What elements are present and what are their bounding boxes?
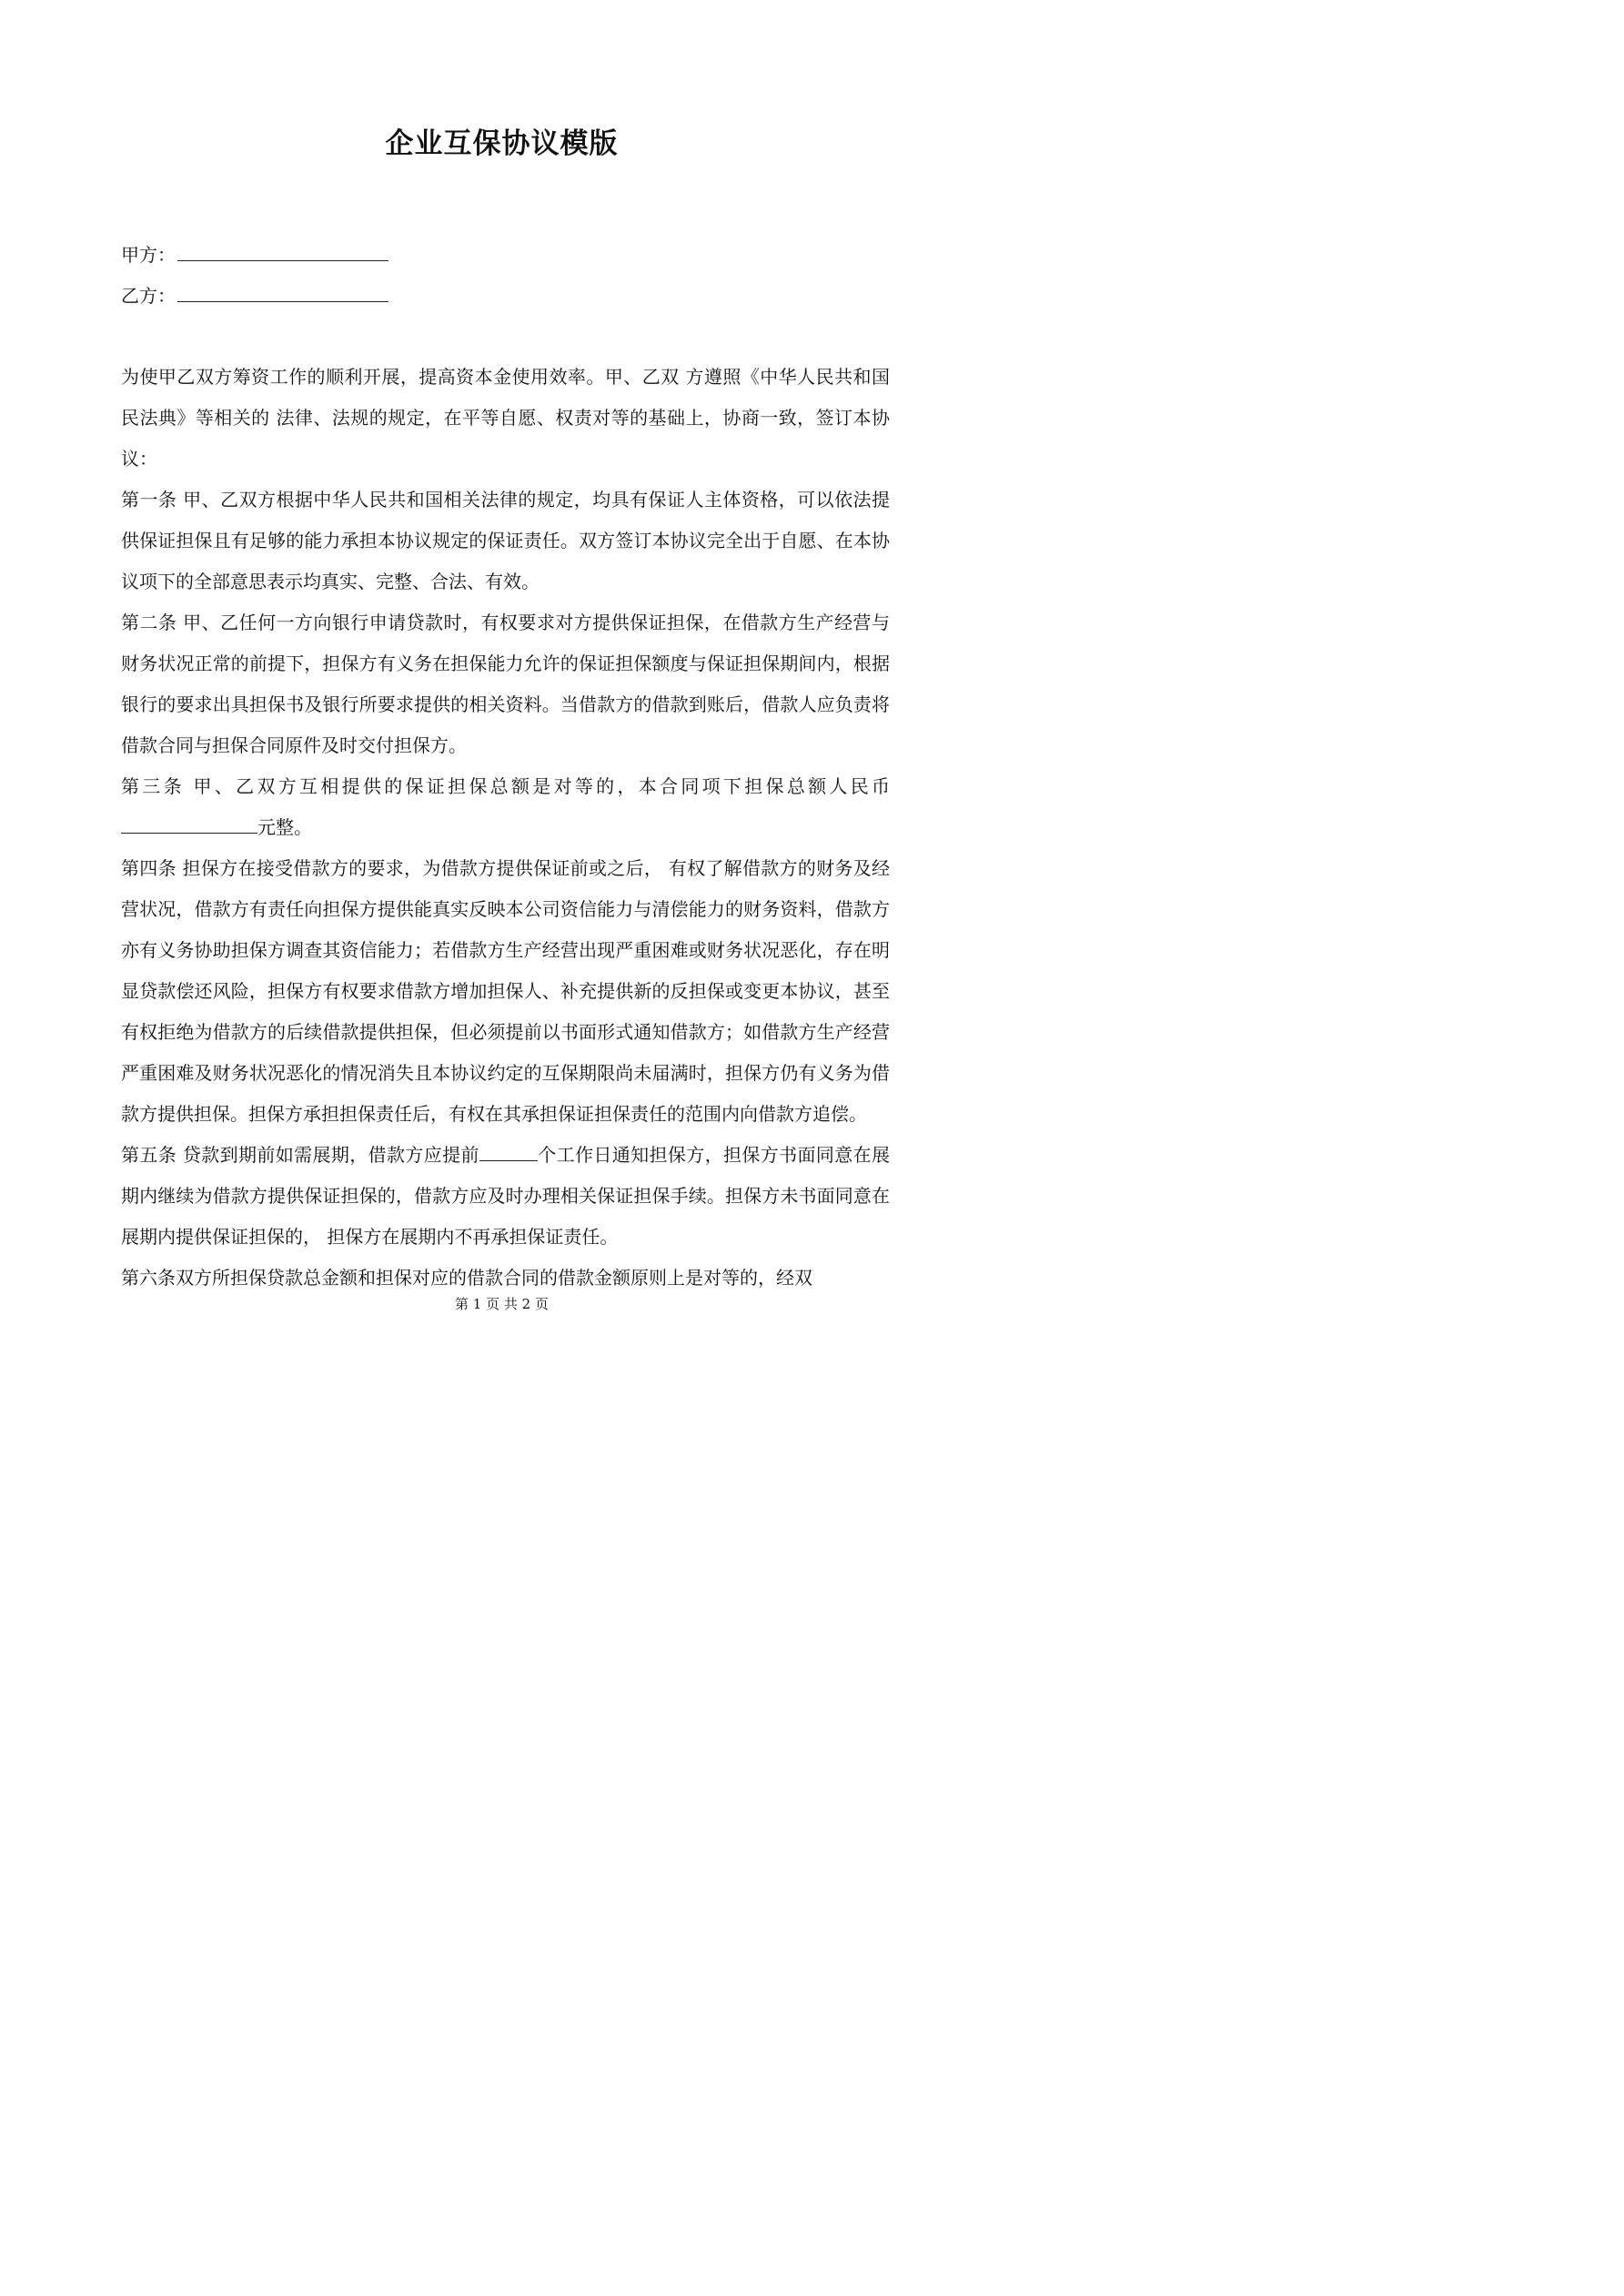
article-3 xyxy=(121,766,890,848)
guarantee-amount-blank xyxy=(121,816,257,834)
agreement-body xyxy=(121,357,890,1299)
article-5-text: 第五条 贷款到期前如需展期，借款方应提前 xyxy=(121,1144,479,1166)
notice-days-blank xyxy=(479,1144,538,1161)
document-page xyxy=(0,0,1004,1420)
article-3-suffix: 元整。 xyxy=(257,816,312,838)
party-a-blank xyxy=(177,244,388,261)
article-4: 第四条 担保方在接受借款方的要求，为借款方提供保证前或之后， 有权了解借款方的财务及经营状况，借款方有责任向担保方提供能真实反映本公司资信能力与清偿能力的财务资料，借款方亦有义务协助担保方调查其资信能力；若借款方生产经营出现严重困难或财务状况恶化，存在明显贷款偿还风险，担保方有权要求借款方增加担保人、补充提供新的反担保或变更本协议，甚至有权拒绝为借款方的后续借款提供担保，但必须提前以书面形式通知借款方；如借款方生产经营严重困难及财务状况恶化的情况消失且本协议约定的互保期限尚未届满时，担保方仍有义务为借款方提供担保。担保方承担担保责任后，有权在其承担保证担保责任的范围内向借款方追偿。 xyxy=(121,857,890,1125)
party-b-blank xyxy=(177,285,388,302)
article-5-suffix: 个工作日通知担保方，担保方书面同意在展期内继续为借款方提供保证担保的，借款方应及时办理相关保证担保手续。担保方未书面同意在展期内提供保证担保的， 担保方在展期内不再承担保证责任。 xyxy=(121,1144,891,1248)
document-title: 企业互保协议模版 xyxy=(385,127,619,160)
party-b-line xyxy=(121,282,388,309)
party-b-label: 乙方： xyxy=(121,285,176,307)
article-6: 第六条双方所担保贷款总金额和担保对应的借款合同的借款金额原则上是对等的，经双 xyxy=(121,1267,812,1289)
article-3-text: 第三条 甲、乙双方互相提供的保证担保总额是对等的，本合同项下担保总额人民币 xyxy=(121,775,890,797)
article-1: 第一条 甲、乙双方根据中华人民共和国相关法律的规定，均具有保证人主体资格，可以依法提供保证担保且有足够的能力承担本协议规定的保证责任。双方签订本协议完全出于自愿、在本协议项下的全部意思表示均真实、完整、合法、有效。 xyxy=(121,489,890,592)
party-a-label: 甲方： xyxy=(121,244,176,266)
intro-paragraph: 为使甲乙双方筹资工作的顺利开展，提高资本金使用效率。甲、乙双 方遵照《中华人民共和国民法典》等相关的 法律、法规的规定，在平等自愿、权责对等的基础上，协商一致，签订本协议： xyxy=(121,366,890,470)
party-a-line xyxy=(121,241,388,268)
page-footer: 第 1 页 共 2 页 xyxy=(455,1296,549,1312)
article-5 xyxy=(121,1135,890,1258)
article-2: 第二条 甲、乙任何一方向银行申请贷款时，有权要求对方提供保证担保，在借款方生产经营与财务状况正常的前提下，担保方有义务在担保能力允许的保证担保额度与保证担保期间内，根据银行的要求出具担保书及银行所要求提供的相关资料。当借款方的借款到账后，借款人应负责将借款合同与担保合同原件及时交付担保方。 xyxy=(121,612,890,756)
